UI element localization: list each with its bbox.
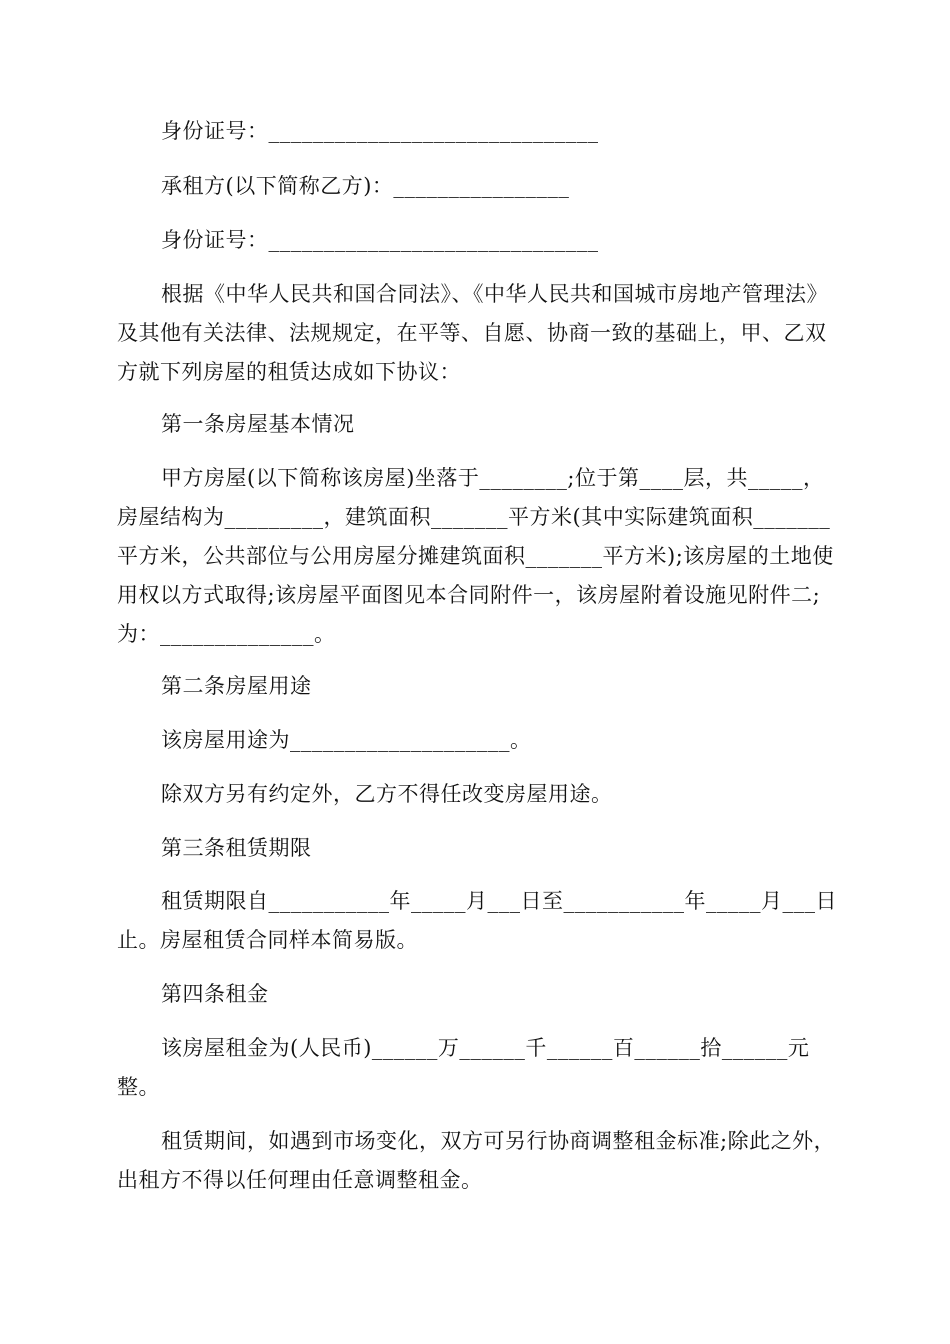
article-2-restriction: 除双方另有约定外，乙方不得任改变房屋用途。	[161, 782, 613, 806]
article-3-body: 租赁期限自___________年_____月___日至___________年_____月___日止。房屋租赁合同样本简易版。	[117, 889, 837, 952]
article-1-body: 甲方房屋(以下简称该房屋)坐落于________;位于第____层，共_____，房屋结构为_________，建筑面积_______平方米(其中实际建筑面积_______平方米，公共部位与公用房屋分摊建筑面积_______平方米);该房屋的土地使用权以方式取得;该房屋平面图见本合同附件一，该房屋附着设施见附件二;为：______________。	[117, 466, 834, 646]
article-4-rent-adjustment: 租赁期间，如遇到市场变化，双方可另行协商调整租金标准;除此之外，出租方不得以任何理由任意调整租金。	[117, 1129, 836, 1192]
article-3-heading: 第三条租赁期限	[161, 836, 312, 860]
id-number-line-2: 身份证号：______________________________	[161, 228, 599, 252]
article-4-heading: 第四条租金	[161, 982, 269, 1006]
preamble-paragraph: 根据《中华人民共和国合同法》、《中华人民共和国城市房地产管理法》及其他有关法律、法规规定，在平等、自愿、协商一致的基础上，甲、乙双方就下列房屋的租赁达成如下协议：	[117, 282, 828, 384]
lessee-line: 承租方(以下简称乙方)：________________	[161, 174, 570, 198]
article-1-heading: 第一条房屋基本情况	[161, 412, 355, 436]
id-number-line-1: 身份证号：______________________________	[161, 119, 599, 143]
article-4-rent-amount: 该房屋租金为(人民币)______万______千______百______拾______元整。	[117, 1036, 810, 1099]
article-2-purpose: 该房屋用途为____________________。	[161, 728, 532, 752]
article-2-heading: 第二条房屋用途	[161, 674, 312, 698]
